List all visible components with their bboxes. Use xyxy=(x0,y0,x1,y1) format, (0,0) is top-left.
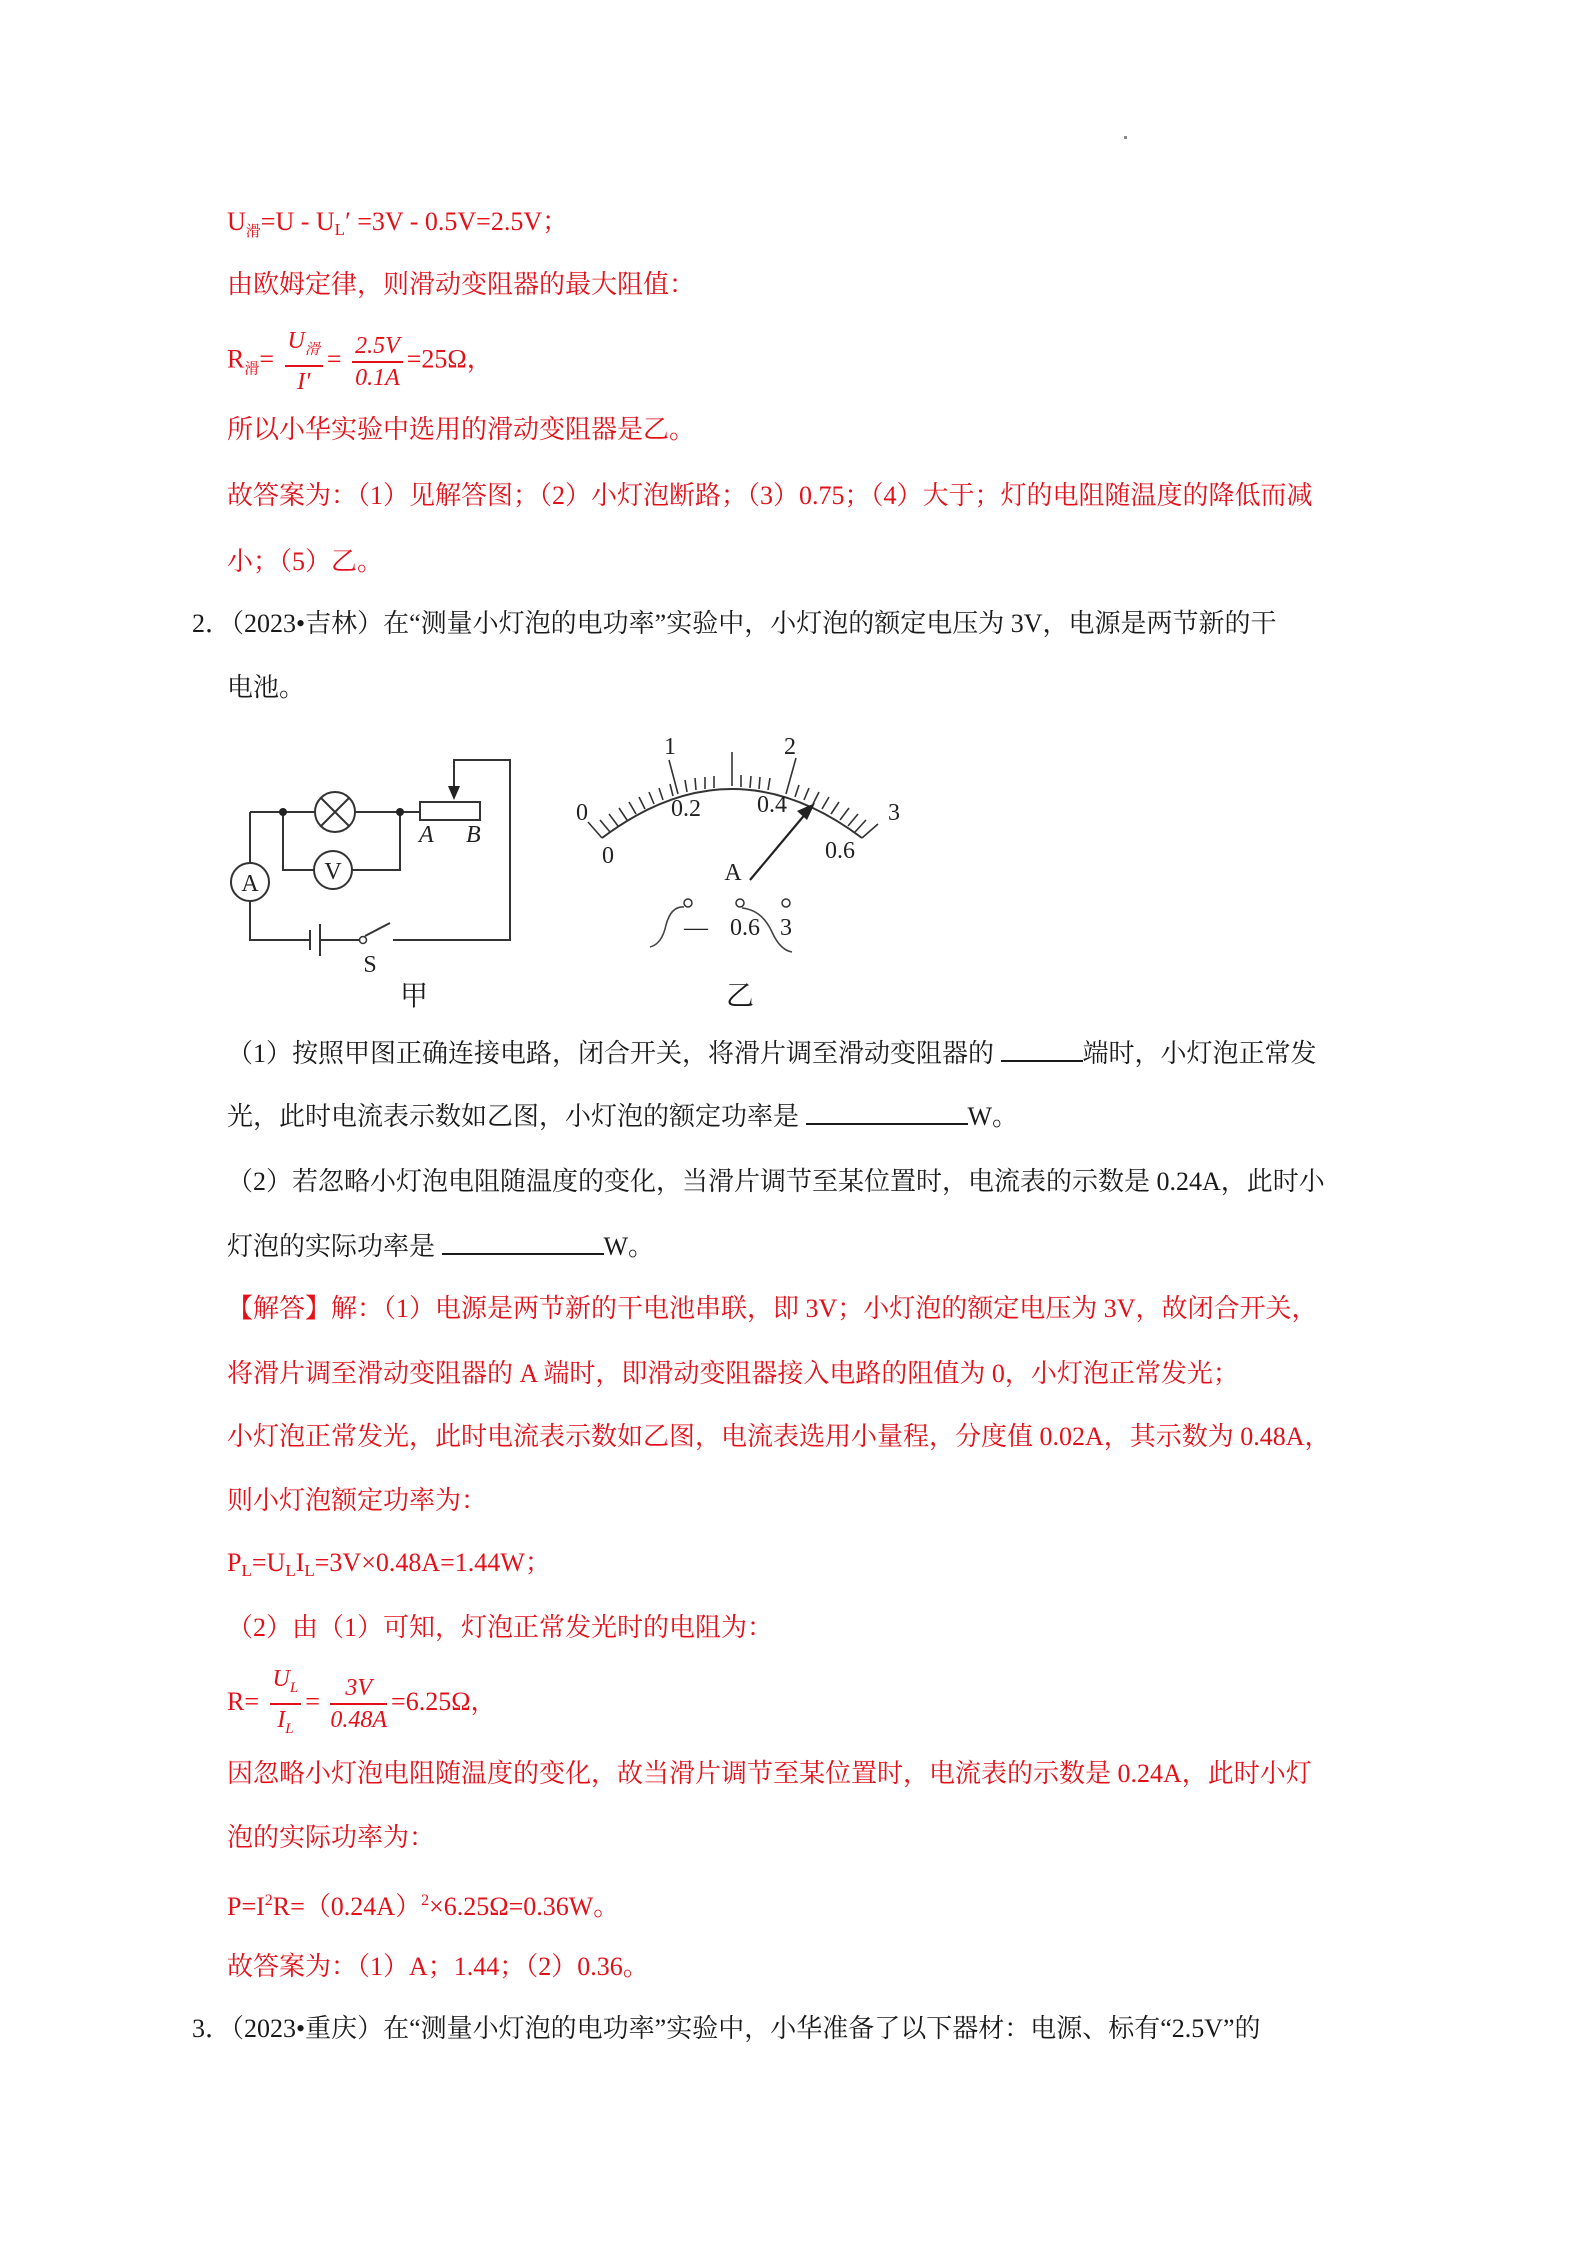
subscript: L xyxy=(285,1721,294,1737)
denominator: I xyxy=(277,1707,286,1733)
solution-line-4: 则小灯泡额定功率为： xyxy=(227,1486,488,1515)
solution-line-rmax xyxy=(227,326,493,400)
superscript: 2 xyxy=(421,1892,430,1909)
symbol-u: U xyxy=(227,207,246,236)
sub-question-1-line-2 xyxy=(227,1099,1018,1133)
voltmeter-label: V xyxy=(324,859,342,885)
lower-scale-2: 0.4 xyxy=(757,792,787,818)
page-marker xyxy=(1124,136,1127,139)
upper-scale-0: 0 xyxy=(576,800,588,826)
needle xyxy=(750,812,807,880)
numerator: 2.5V xyxy=(352,331,403,363)
result: =6.25Ω， xyxy=(391,1686,497,1716)
question-text: （2023•重庆）在“测量小灯泡的电功率”实验中，小华准备了以下器材：电源、标有“2.5V”的 xyxy=(231,2014,1261,2043)
terminal-neg xyxy=(684,899,692,907)
answer-line-1: 故答案为：（1）见解答图；（2）小灯泡断路；（3）0.75；（4）大于；灯的电阻随温度的降低而减 xyxy=(227,481,1313,510)
answer-line-2: 小；（5）乙。 xyxy=(227,547,384,576)
numerator: 3V xyxy=(330,1673,387,1705)
symbol-r: R xyxy=(227,344,245,374)
solution-line-power xyxy=(227,1547,551,1587)
fraction-values xyxy=(330,1673,387,1735)
subscript: L xyxy=(334,220,346,239)
denominator: I' xyxy=(297,369,311,395)
subscript: L xyxy=(241,1561,252,1580)
circuit-diagram-jia xyxy=(220,740,540,1010)
text: ×6.25Ω=0.36W。 xyxy=(429,1892,620,1921)
switch-label: S xyxy=(363,952,377,978)
unit-label: A xyxy=(724,860,742,886)
result: =25Ω， xyxy=(406,344,493,374)
subscript: 滑 xyxy=(245,224,261,240)
solution-line-actual-power xyxy=(227,1885,619,1923)
subscript: L xyxy=(285,1561,296,1580)
terminal-label-06: 0.6 xyxy=(730,915,760,941)
text: 端时，小灯泡正常发 xyxy=(1082,1039,1317,1068)
rheostat-end-b: B xyxy=(466,822,481,848)
sub-question-2-line-1: （2）若忽略小灯泡电阻随温度的变化，当滑片调节至某位置时，电流表的示数是 0.24A，此时小 xyxy=(227,1167,1325,1196)
symbol: I xyxy=(295,1548,305,1577)
ammeter-dial-yi xyxy=(550,720,920,980)
answer-blank-2[interactable] xyxy=(806,1099,968,1125)
text: ′ =3V - 0.5V=2.5V； xyxy=(345,207,569,236)
equals: = xyxy=(326,344,342,374)
fraction-values xyxy=(352,331,403,393)
question-3-stem xyxy=(192,2013,1261,2045)
answer-blank-3[interactable] xyxy=(442,1229,604,1255)
subscript: L xyxy=(304,1561,315,1580)
fraction-ul-over-il xyxy=(270,1664,302,1744)
dial-ticks xyxy=(588,752,878,838)
subscript: 滑 xyxy=(304,342,320,358)
text: 灯泡的实际功率是 xyxy=(227,1232,436,1261)
numerator: U xyxy=(272,1666,290,1692)
text: （1）按照甲图正确连接电路，闭合开关，将滑片调至滑动变阻器的 xyxy=(227,1039,995,1068)
fraction-u-over-i xyxy=(285,326,323,397)
wire-left xyxy=(650,907,684,947)
text: P=I xyxy=(227,1892,265,1921)
lower-scale-0: 0 xyxy=(602,843,614,869)
solution-line-3: 小灯泡正常发光，此时电流表示数如乙图，电流表选用小量程，分度值 0.02A，其示数为 0.48A， xyxy=(227,1422,1331,1451)
subscript: L xyxy=(289,1680,299,1696)
text: =U - U xyxy=(260,207,335,236)
lower-scale-1: 0.2 xyxy=(671,796,701,822)
sub-question-1-line-1 xyxy=(227,1036,1317,1070)
text: =3V×0.48A=1.44W； xyxy=(314,1548,551,1577)
terminal-label-neg: — xyxy=(684,915,708,941)
answer-blank-1[interactable] xyxy=(1001,1036,1083,1062)
text: R=（0.24A） xyxy=(272,1892,422,1921)
text: 光，此时电流表示数如乙图，小灯泡的额定功率是 xyxy=(227,1102,800,1131)
equals: = xyxy=(305,1686,320,1716)
question-number: 3． xyxy=(192,2014,232,2043)
switch-icon xyxy=(360,937,367,944)
question-number: 2． xyxy=(192,609,232,638)
terminal-3 xyxy=(782,899,790,907)
solution-line-6: （2）由（1）可知，灯泡正常发光时的电阻为： xyxy=(227,1613,774,1642)
terminal-06 xyxy=(736,899,744,907)
symbol: =U xyxy=(251,1548,286,1577)
text: W。 xyxy=(603,1232,655,1261)
solution-line-ohm: 由欧姆定律，则滑动变阻器的最大阻值： xyxy=(227,270,696,299)
symbol-r: R= xyxy=(227,1686,260,1716)
rheostat-end-a: A xyxy=(419,822,434,848)
question-2-stem-cont: 电池。 xyxy=(227,673,306,702)
text: W。 xyxy=(967,1102,1019,1131)
subscript: 滑 xyxy=(244,361,260,378)
denominator: 0.48A xyxy=(330,1707,388,1733)
upper-scale-3: 3 xyxy=(888,800,900,826)
numerator: U xyxy=(287,328,305,354)
solution-line-1: 【解答】解：（1）电源是两节新的干电池串联，即 3V；小灯泡的额定电压为 3V，故闭合开关， xyxy=(227,1294,1318,1323)
upper-scale-1: 1 xyxy=(664,734,676,760)
solution-line-voltage xyxy=(227,206,568,248)
solution-line-8: 因忽略小灯泡电阻随温度的变化，故当滑片调节至某位置时，电流表的示数是 0.24A，此时小灯 xyxy=(227,1759,1312,1788)
figure-caption-yi: 乙 xyxy=(726,981,755,1012)
symbol: P xyxy=(227,1548,242,1577)
solution-line-resistance xyxy=(227,1664,497,1744)
denominator: 0.1A xyxy=(355,364,400,391)
solution-answer: 故答案为：（1）A；1.44；（2）0.36。 xyxy=(227,1952,649,1981)
lower-scale-3: 0.6 xyxy=(825,838,855,864)
ammeter-label: A xyxy=(241,871,259,897)
equals: = xyxy=(259,344,275,374)
slider-arrow-icon xyxy=(448,786,460,800)
solution-line-2: 将滑片调至滑动变阻器的 A 端时，即滑动变阻器接入电路的阻值为 0，小灯泡正常发光； xyxy=(227,1359,1239,1388)
question-text: （2023•吉林）在“测量小灯泡的电功率”实验中，小灯泡的额定电压为 3V，电源是两节新的干 xyxy=(231,609,1277,638)
figure-caption-jia: 甲 xyxy=(400,981,429,1012)
upper-scale-2: 2 xyxy=(784,734,796,760)
solution-line-conclusion: 所以小华实验中选用的滑动变阻器是乙。 xyxy=(227,415,696,444)
sub-question-2-line-2 xyxy=(227,1229,654,1263)
battery-icon xyxy=(310,924,320,956)
terminal-label-3: 3 xyxy=(780,915,792,941)
solution-line-9: 泡的实际功率为： xyxy=(227,1823,436,1852)
question-2-stem xyxy=(192,608,1276,640)
superscript: 2 xyxy=(264,1892,273,1909)
